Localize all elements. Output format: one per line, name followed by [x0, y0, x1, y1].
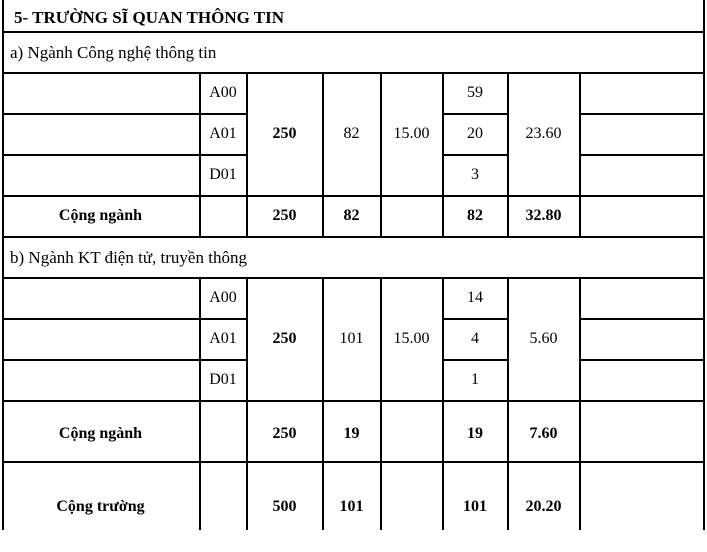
subtotal-count: 82	[467, 207, 483, 224]
row-divider	[580, 318, 704, 320]
group-code: A01	[209, 125, 237, 142]
group-count: 20	[467, 125, 483, 142]
group-code: D01	[209, 166, 237, 183]
subtotal-count: 19	[467, 425, 483, 442]
school-total-label: Cộng trường	[56, 498, 145, 515]
major-a-name: a) Ngành Công nghệ thông tin	[10, 42, 217, 62]
group-count: 59	[467, 84, 483, 101]
ratio: 23.60	[525, 125, 562, 142]
group-count: 4	[471, 330, 479, 347]
row-divider	[580, 359, 704, 361]
school-total-count: 101	[463, 498, 487, 515]
min-score: 15.00	[393, 125, 430, 142]
school-total-quota: 500	[272, 498, 297, 515]
subtotal-label: Cộng ngành	[58, 207, 143, 224]
ratio: 5.60	[529, 330, 558, 347]
subtotal-registered: 82	[343, 207, 360, 224]
quota: 250	[272, 125, 297, 142]
subtotal-quota: 250	[272, 425, 297, 442]
group-count: 3	[471, 166, 479, 183]
group-count: 1	[471, 371, 479, 388]
quota: 250	[272, 330, 297, 347]
subtotal-ratio: 7.60	[529, 425, 558, 442]
col-divider	[579, 72, 581, 236]
school-total-ratio: 20.20	[525, 498, 562, 515]
registered: 101	[339, 330, 364, 347]
col-divider	[579, 277, 581, 530]
table-border-right	[703, 0, 705, 530]
section-title: 5- TRƯỜNG SĨ QUAN THÔNG TIN	[14, 8, 284, 27]
subtotal-label: Cộng ngành	[58, 425, 143, 442]
subtotal-quota: 250	[272, 207, 297, 224]
group-code: A00	[209, 84, 237, 101]
row-divider	[580, 154, 704, 156]
group-code: D01	[209, 371, 237, 388]
row-divider	[580, 113, 704, 115]
min-score: 15.00	[393, 330, 430, 347]
group-code: A00	[209, 289, 237, 306]
school-total-registered: 101	[339, 498, 364, 515]
major-b-name: b) Ngành KT điện tử, truyền thông	[10, 247, 247, 267]
registered: 82	[343, 125, 360, 142]
group-count: 14	[467, 289, 483, 306]
group-code: A01	[209, 330, 237, 347]
subtotal-registered: 19	[343, 425, 360, 442]
subtotal-ratio: 32.80	[525, 207, 562, 224]
